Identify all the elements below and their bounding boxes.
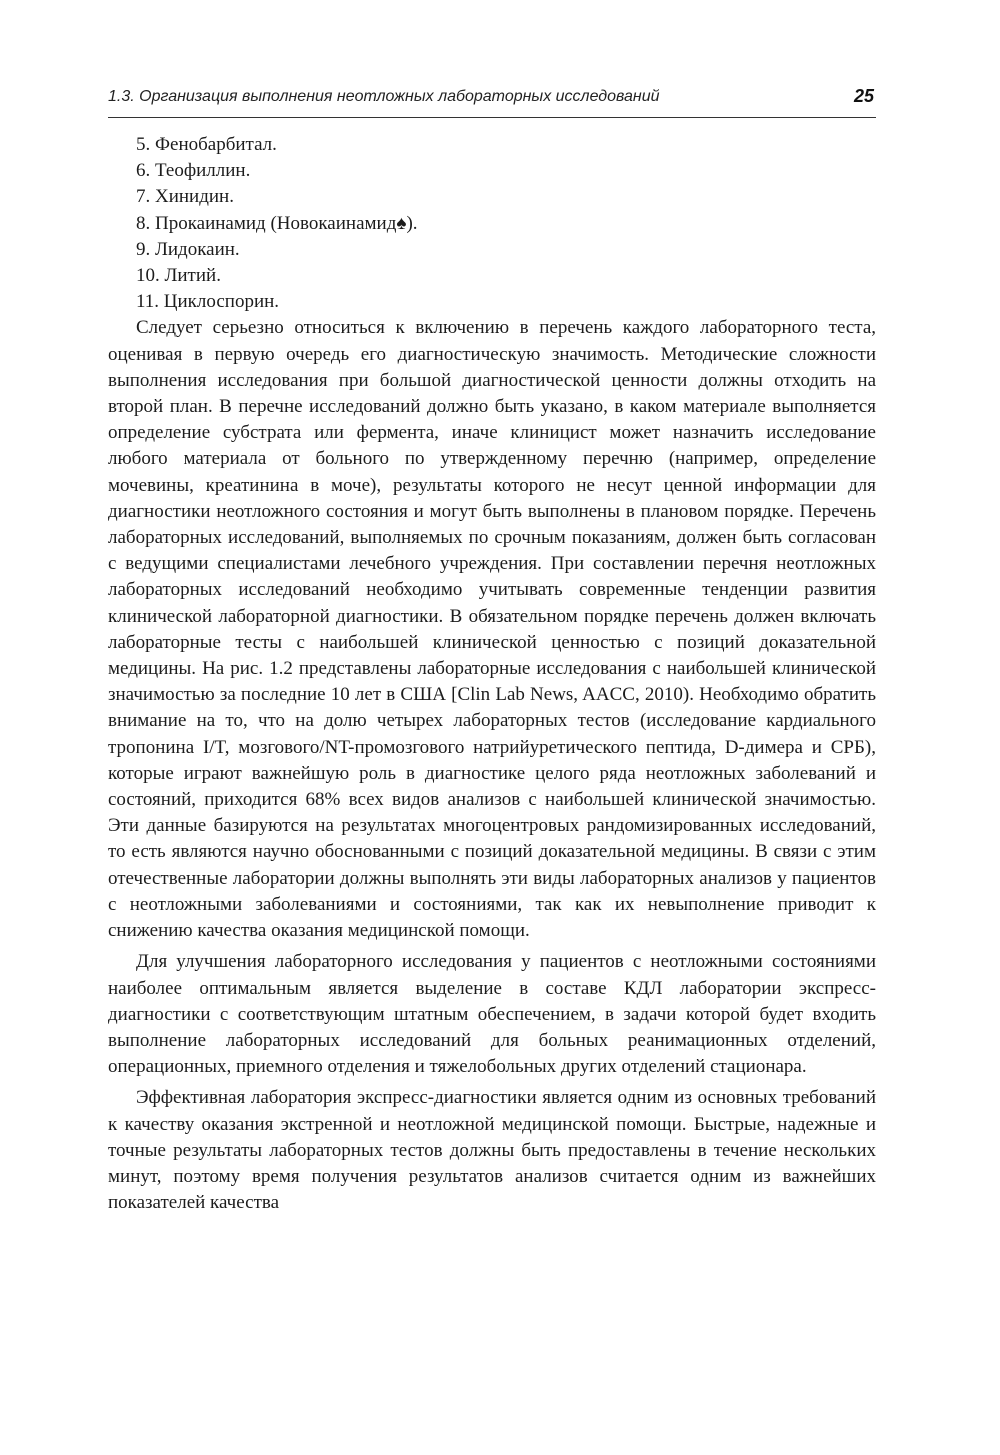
body-text [108, 132, 876, 1216]
list-item: 10. Литий. [136, 265, 221, 287]
list-item: 5. Фенобарбитал. [136, 134, 277, 155]
paragraph: Для улучшения лабораторного исследования у пациентов с неотложными состояниями наиболее оптимальным является выделение в составе КДЛ лаборатории экспресс-диагностики с соответствующим штатным обеспечением, в задачи которой будет входить выполнение лабораторных исследований для больных реанимационных отделений, операционных, приемного отделения и тяжелобольных других отделений стационара. [108, 951, 876, 1078]
page-number: 25 [853, 86, 874, 106]
drug-list [108, 132, 876, 315]
list-item: 6. Теофиллин. [136, 160, 251, 182]
list-item: 7. Хинидин. [136, 186, 234, 208]
running-title: 1.3. Организация выполнения неотложных лабораторных исследований [108, 88, 660, 105]
list-item: 9. Лидокаин. [136, 238, 240, 260]
header-rule [108, 117, 876, 118]
running-header [108, 84, 876, 114]
list-item: 8. Прокаинамид (Новокаинамид♠). [136, 212, 418, 234]
list-item: 11. Циклоспорин. [136, 291, 280, 313]
paragraph: Эффективная лаборатория экспресс-диагностики является одним из основных требований к качеству оказания экстренной и неотложной медицинской помощи. Быстрые, надежные и точные результаты лабораторных тестов должны быть предоставлены в течение нескольких минут, поэтому время получения результатов анализов считается одним из важнейших показателей качества [108, 1087, 876, 1214]
paragraph: Следует серьезно относиться к включению в перечень каждого лабораторного теста, оценивая в первую очередь его диагностическую значимость. Методические сложности выполнения исследования при большой диагностической ценности должны отходить на второй план. В перечне исследований должно быть указано, в каком материале выполняется определение субстрата или фермента, иначе клиницист может назначить исследование любого материала от больного по утвержденному перечню (например, определение мочевины, креатинина в моче), результаты которого не несут ценной информации для диагностики неотложного состояния и могут быть выполнены в плановом порядке. Перечень лабораторных исследований, выполняемых по срочным показаниям, должен быть согласован с ведущими специалистами лечебного учреждения. При составлении перечня неотложных лабораторных исследований необходимо учитывать современные тенденции развития клинической лабораторной диагностики. В обязательном порядке перечень должен включать лабораторные тесты с наибольшей клинической ценностью с позиций доказательной медицины. На рис. 1.2 представлены лабораторные исследования с наибольшей клинической значимостью за последние 10 лет в США [Clin Lab News, AACC, 2010). Необходимо обратить внимание на то, что на долю четырех лабораторных тестов (исследование кардиального тропонина I/T, мозгового/NT-промозгового натрийуретического пептида, D-димера и СРБ), которые играют важнейшую роль в диагностике целого ряда неотложных заболеваний и состояний, приходится 68% всех видов анализов с наибольшей клинической значимостью. Эти данные базируются на результатах многоцентровых рандомизированных исследований, то есть являются научно обоснованными с позиций доказательной медицины. В связи с этим отечественные лаборатории должны выполнять эти виды лабораторных анализов у пациентов с неотложными заболеваниями и состояниями, так как их невыполнение приводит к снижению качества оказания медицинской помощи. [108, 317, 876, 942]
